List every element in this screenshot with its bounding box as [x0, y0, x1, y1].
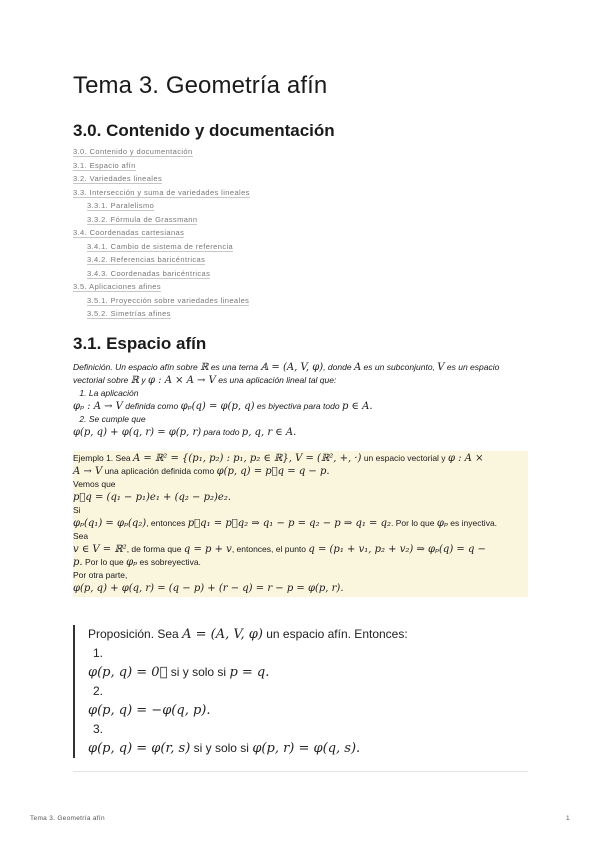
definition-label: Definición.	[73, 362, 113, 372]
toc-subitem[interactable]	[73, 253, 528, 267]
definition-item	[73, 413, 528, 426]
definition-block	[73, 361, 528, 439]
list-number: 2.	[93, 684, 104, 698]
toc-subitem[interactable]	[73, 307, 528, 321]
math-expression: φ : A ×	[447, 453, 484, 464]
proposition-item	[88, 701, 528, 720]
definition-text: es una terna	[210, 362, 259, 372]
example-label: Ejemplo 1. Sea	[73, 453, 131, 463]
math-expression: φ(p, q) = −φ(q, p).	[88, 703, 211, 718]
toc-link[interactable]: 3.4.2. Referencias baricéntricas	[87, 255, 206, 264]
definition-text: Un espacio afín sobre	[115, 362, 198, 372]
math-expression: p⃗q₁ = p⃗q₂ ⇒ q₁ − p = q₂ − p ⇒ q₁ = q₂	[187, 518, 392, 529]
toc-link[interactable]: 3.4.3. Coordenadas baricéntricas	[87, 268, 211, 278]
math-expression: A = ℝ² = {(p₁, p₂) : p₁, p₂ ∈ ℝ}, V = (ℝ², +, ·)	[133, 453, 362, 464]
definition-text: Se cumple que	[88, 414, 146, 424]
toc-link[interactable]: 3.0. Contenido y documentación	[73, 147, 193, 156]
definition-text: es un subconjunto,	[363, 362, 435, 372]
example-line	[73, 465, 528, 478]
example-text: un espacio vectorial y	[363, 453, 446, 463]
toc-link[interactable]: 3.1. Espacio afín	[73, 160, 136, 170]
math-expression: φ(p, q) + φ(q, r) = (q − p) + (r − q) = r − p = φ(p, r).	[73, 583, 344, 594]
toc-item[interactable]	[73, 172, 528, 186]
definition-text: y	[141, 375, 146, 385]
math-expression: A → V	[73, 466, 103, 477]
toc-item[interactable]	[73, 226, 528, 240]
example-text: Sea	[73, 531, 89, 541]
example-text: Por otra parte,	[73, 570, 128, 580]
proposition-item	[88, 739, 528, 758]
list-number: 2.	[79, 414, 87, 424]
example-text: . Por lo que	[391, 518, 435, 528]
math-expression: φₚ(q) = φ(p, q)	[180, 401, 255, 412]
example-text: es sobreyectiva.	[139, 557, 201, 567]
math-expression: φₚ	[126, 557, 138, 568]
definition-text: es biyectiva para todo	[256, 401, 340, 411]
toc-subitem[interactable]	[73, 267, 528, 281]
math-expression: φ(p, r) = φ(q, s).	[252, 741, 361, 756]
section-heading-affine-space: 3.1. Espacio afín	[73, 334, 207, 353]
toc-subitem[interactable]	[73, 213, 528, 227]
math-expression: φₚ	[436, 518, 448, 529]
definition-line	[73, 361, 528, 387]
list-number: 1.	[93, 646, 104, 660]
math-expression: q = p + v	[183, 544, 232, 555]
section-heading-contents: 3.0. Contenido y documentación	[73, 121, 335, 140]
toc-link[interactable]: 3.4.1. Cambio de sistema de referencia	[87, 241, 234, 251]
toc-subitem[interactable]	[73, 294, 528, 308]
toc-item[interactable]	[73, 186, 528, 200]
math-expression: φ : A × A → V	[147, 375, 216, 386]
math-expression: V	[437, 362, 445, 373]
list-number: 3.	[93, 722, 104, 736]
definition-text: para todo	[203, 427, 240, 437]
math-expression: p, q, r ∈ A.	[241, 427, 297, 438]
math-expression: p ∈ A.	[341, 401, 373, 412]
math-expression: φ(p, q) = 0⃗	[88, 665, 168, 680]
definition-text: es una aplicación lineal tal que:	[218, 375, 337, 385]
math-expression: φ(p, q) = φ(r, s)	[88, 741, 191, 756]
toc-link[interactable]: 3.5.1. Proyección sobre variedades lineales	[87, 295, 250, 305]
proposition-block	[73, 625, 528, 758]
proposition-item	[88, 663, 528, 682]
math-expression: p = q.	[229, 665, 270, 680]
example-text: Vemos que	[73, 479, 116, 489]
toc-link[interactable]: 3.5. Aplicaciones afines	[73, 282, 161, 291]
proposition-text: si y solo si	[170, 665, 227, 679]
example-text: , entonces	[146, 518, 186, 528]
math-expression: A = (A, V, φ)	[182, 627, 263, 642]
toc-link[interactable]: 3.3. Intersección y suma de variedades lineales	[73, 187, 250, 197]
toc-item[interactable]	[73, 280, 528, 294]
definition-text: La aplicación	[88, 388, 139, 398]
divider	[73, 771, 528, 772]
math-expression: p.	[73, 557, 83, 568]
footer-title: Tema 3. Geometría afín	[30, 815, 105, 822]
table-of-contents	[73, 145, 528, 321]
toc-link[interactable]: 3.3.2. Fórmula de Grassmann	[87, 214, 198, 224]
toc-item[interactable]	[73, 145, 528, 159]
toc-subitem[interactable]	[73, 199, 528, 213]
math-expression: A	[353, 362, 362, 373]
math-expression: ℝ	[130, 375, 139, 386]
math-expression: v ∈ V = ℝ²	[73, 544, 127, 555]
example-text: Por lo que	[84, 557, 124, 567]
proposition-line	[88, 625, 528, 644]
math-expression: ℝ	[200, 362, 209, 373]
example-text: , entonces, el punto	[231, 544, 307, 554]
example-text: Si	[73, 505, 81, 515]
math-expression: φₚ : A → V	[73, 401, 123, 412]
example-line	[73, 556, 528, 569]
math-expression: φ(p, q) + φ(q, r) = φ(p, r)	[73, 427, 202, 438]
list-number: 1.	[79, 388, 87, 398]
toc-subitem[interactable]	[73, 240, 528, 254]
example-block	[73, 451, 528, 597]
example-line	[73, 452, 528, 465]
proposition-text: si y solo si	[193, 741, 249, 755]
definition-item	[73, 387, 528, 400]
page-number: 1	[566, 815, 570, 822]
toc-link[interactable]: 3.2. Variedades lineales	[73, 174, 163, 183]
math-expression: q = (p₁ + v₁, p₂ + v₂) ⇒ φₚ(q) = q −	[308, 544, 486, 555]
toc-item[interactable]	[73, 159, 528, 173]
example-line	[73, 543, 528, 556]
page-title: Tema 3. Geometría afín	[73, 72, 328, 99]
toc-link[interactable]: 3.5.2. Simetrías afines	[87, 309, 171, 318]
definition-item-line	[73, 400, 528, 413]
proposition-text: Proposición. Sea	[88, 627, 179, 641]
example-text: , de forma que	[126, 544, 182, 554]
example-text: una aplicación definida como	[104, 466, 215, 476]
math-expression: φₚ(q₁) = φₚ(q₂)	[73, 518, 147, 529]
toc-link[interactable]: 3.4. Coordenadas cartesianas	[73, 228, 185, 237]
definition-item-line	[73, 426, 528, 439]
definition-text: definida como	[125, 401, 179, 411]
definition-text: es un espacio vectorial sobre	[73, 362, 500, 385]
math-expression: φ(p, q) = p⃗q = q − p.	[216, 466, 330, 477]
proposition-text: un espacio afín. Entonces:	[266, 627, 408, 641]
example-text: es inyectiva.	[450, 518, 498, 528]
math-expression: p⃗q = (q₁ − p₁)e₁ + (q₂ − p₂)e₂.	[73, 492, 232, 503]
definition-text: , donde	[323, 362, 352, 372]
toc-link[interactable]: 3.3.1. Paralelismo	[87, 201, 155, 210]
math-expression: 𝔸 = (A, V, φ)	[260, 362, 324, 373]
example-line	[73, 517, 528, 530]
